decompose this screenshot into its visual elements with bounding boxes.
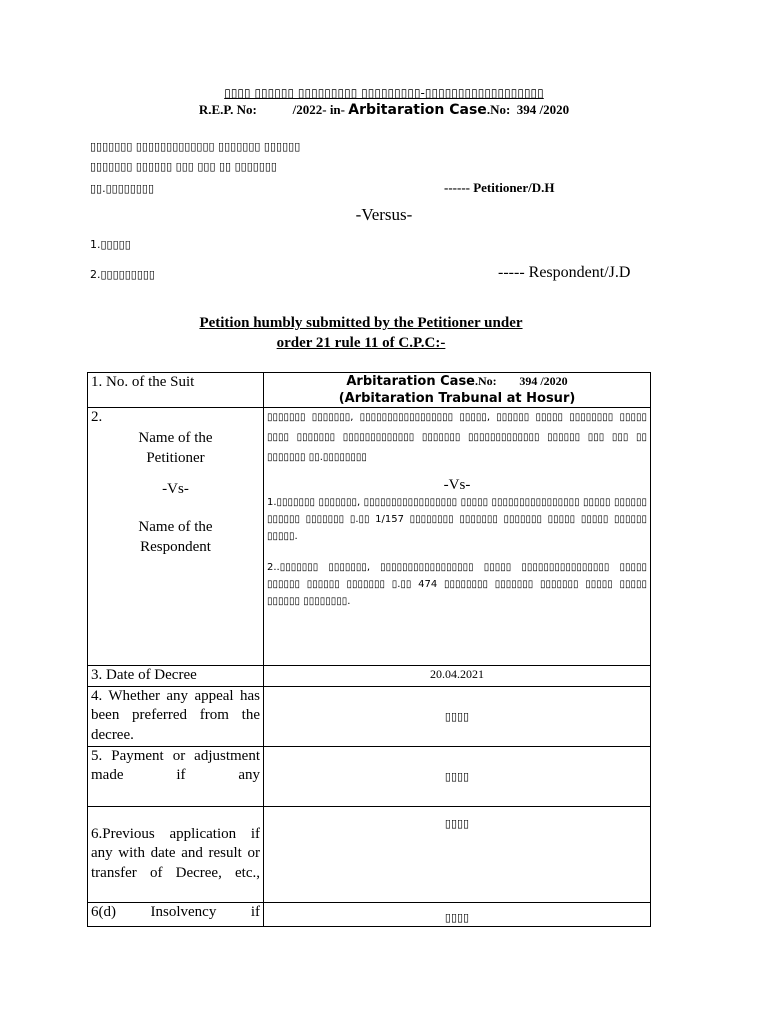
respondent-1: 1.▯▯▯▯▯ — [90, 238, 131, 251]
petitioner-line-2: ▯▯▯▯▯▯▯ ▯▯▯▯▯▯ ▯▯▯ ▯▯▯ ▯▯ ▯▯▯▯▯▯▯ — [90, 160, 277, 173]
case-number: 394 /2020 — [516, 102, 570, 117]
appeal-label: 4. Whether any appeal has been preferred from the decree. — [88, 686, 264, 746]
decree-date-label: 3. Date of Decree — [88, 666, 264, 687]
petition-heading — [0, 313, 722, 353]
rep-label: R.E.P. No: — [198, 102, 257, 117]
table-row — [88, 746, 651, 806]
petitioner-line-3: ▯▯.▯▯▯▯▯▯▯▯ — [90, 182, 155, 195]
insolvency-value: ▯▯▯▯ — [264, 902, 651, 926]
insolvency-label: 6(d) Insolvency if — [88, 902, 264, 926]
court-name: ▯▯▯▯ ▯▯▯▯▯▯ ▯▯▯▯▯▯▯▯▯ ▯▯▯▯▯▯▯▯▯-▯▯▯▯▯▯▯▯▯▯▯▯▯▯▯▯▯▯ — [224, 86, 544, 100]
petitioner-role: ------ Petitioner/D.H — [444, 180, 555, 195]
petitioner-name-text: ▯▯▯▯▯▯▯ ▯▯▯▯▯▯▯, ▯▯▯▯▯▯▯▯▯▯▯▯▯▯▯▯▯ ▯▯▯▯▯, ▯▯▯▯▯▯ ▯▯▯▯▯ ▯▯▯▯▯▯▯▯ ▯▯▯▯▯ ▯▯▯▯ ▯▯▯▯▯▯▯ ▯▯▯▯▯▯▯▯▯▯▯▯▯ ▯▯▯▯▯▯▯ ▯▯▯▯▯▯▯▯▯▯▯▯▯ ▯▯▯▯▯▯ ▯▯▯ ▯▯▯ ▯▯ ▯▯▯▯▯▯▯ ▯▯.▯▯▯▯▯▯▯▯ — [267, 412, 647, 463]
suit-case-no-label: .No: — [475, 374, 497, 388]
previous-application-label: 6.Previous application if any with date and result or transfer of Decree, etc., — [88, 806, 264, 902]
suit-number-cell — [264, 373, 651, 408]
decree-date-value: 20.04.2021 — [264, 666, 651, 687]
vs-label: -Vs- — [162, 480, 189, 497]
suit-number-label: 1. No. of the Suit — [88, 373, 264, 408]
petition-heading-line-2: order 21 rule 11 of C.P.C:- — [276, 335, 446, 351]
case-label: Arbitaration Case — [348, 102, 487, 118]
appeal-value: ▯▯▯▯ — [264, 686, 651, 746]
respondent-1-text: 1.▯▯▯▯▯▯▯ ▯▯▯▯▯▯▯, ▯▯▯▯▯▯▯▯▯▯▯▯▯▯▯▯▯ ▯▯▯▯▯ ▯▯▯▯▯▯▯▯▯▯▯▯▯▯▯▯ ▯▯▯▯▯ ▯▯▯▯▯▯ ▯▯▯▯▯▯ ▯▯▯▯▯▯▯ ▯.▯▯ 1/157 ▯▯▯▯▯▯▯▯ ▯▯▯▯▯▯▯ ▯▯▯▯▯▯▯ ▯▯▯▯▯ ▯▯▯▯▯ ▯▯▯▯▯▯ ▯▯▯▯▯. — [267, 497, 647, 542]
vs-right: -Vs- — [443, 477, 471, 493]
previous-application-value: ▯▯▯▯ — [264, 806, 651, 902]
petitioner-name-label: Name of the Petitioner — [138, 429, 213, 466]
names-label-cell — [88, 408, 264, 666]
suit-case-label: Arbitaration Case — [346, 374, 475, 389]
table-row — [88, 902, 651, 926]
suit-number-line — [267, 373, 647, 390]
respondent-name-label: Name of the Respondent — [138, 519, 213, 555]
names-value-cell — [264, 408, 651, 666]
suit-case-number: 394 /2020 — [519, 374, 568, 388]
petition-heading-line-1: Petition humbly submitted by the Petitioner under — [199, 315, 523, 331]
versus: -Versus- — [355, 205, 413, 224]
rep-line — [0, 102, 768, 118]
names-row-number: 2. — [91, 409, 103, 425]
table-row — [88, 666, 651, 687]
decree-details-table — [87, 372, 651, 927]
respondent-2: 2.▯▯▯▯▯▯▯▯▯ — [90, 268, 155, 281]
payment-label: 5. Payment or adjustment made if any — [88, 746, 264, 806]
tribunal-name: (Arbitaration Trabunal at Hosur) — [338, 391, 576, 406]
table-row — [88, 408, 651, 666]
respondent-role: ----- Respondent/J.D — [498, 264, 631, 281]
respondent-2-text: 2..▯▯▯▯▯▯▯ ▯▯▯▯▯▯▯, ▯▯▯▯▯▯▯▯▯▯▯▯▯▯▯▯▯ ▯▯▯▯▯ ▯▯▯▯▯▯▯▯▯▯▯▯▯▯▯▯ ▯▯▯▯▯ ▯▯▯▯▯▯ ▯▯▯▯▯▯ ▯▯▯▯▯▯▯ ▯.▯▯ 474 ▯▯▯▯▯▯▯▯ ▯▯▯▯▯▯▯ ▯▯▯▯▯▯▯ ▯▯▯▯▯ ▯▯▯▯▯ ▯▯▯▯▯▯ ▯▯▯▯▯▯▯▯. — [267, 562, 647, 607]
table-row — [88, 373, 651, 408]
table-row — [88, 806, 651, 902]
rep-number: /2022- in- — [292, 102, 345, 117]
petitioner-line-1: ▯▯▯▯▯▯▯ ▯▯▯▯▯▯▯▯▯▯▯▯▯ ▯▯▯▯▯▯▯ ▯▯▯▯▯▯ — [90, 140, 301, 153]
table-row — [88, 686, 651, 746]
case-no-label: .No: — [486, 102, 511, 117]
payment-value: ▯▯▯▯ — [264, 746, 651, 806]
